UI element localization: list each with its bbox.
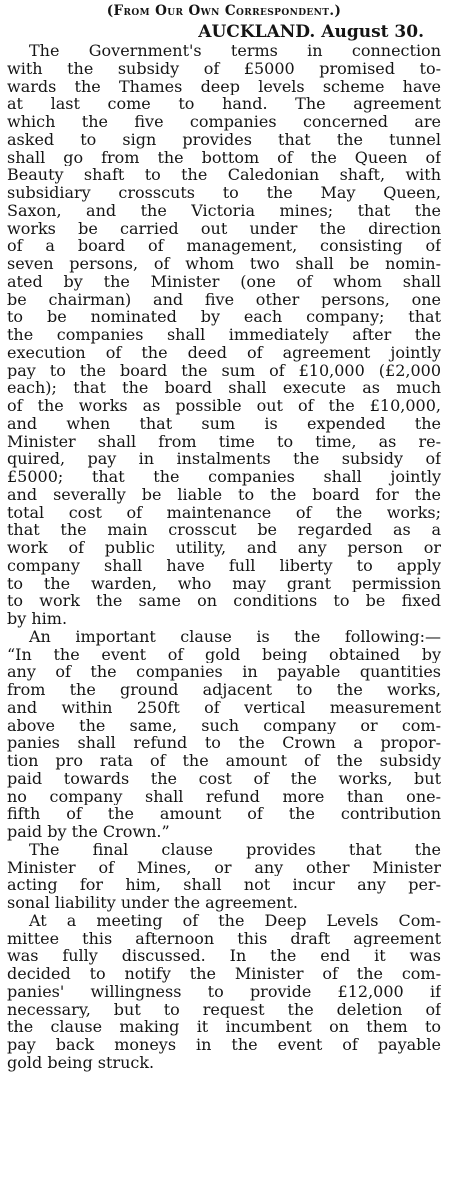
text-line: each); that the board shall execute as much (7, 379, 441, 397)
text-line: was fully discussed. In the end it was (7, 947, 441, 965)
text-line: panies shall refund to the Crown a propor- (7, 734, 441, 752)
text-line: pay back moneys in the event of payable (7, 1036, 441, 1054)
text-line: to be nominated by each company; that (7, 308, 441, 326)
text-line: no company shall refund more than one- (7, 787, 441, 806)
text-line: by him. (7, 610, 68, 628)
text-line: above the same, such company or com- (7, 716, 441, 735)
paragraph (7, 42, 441, 628)
text-line: and within 250ft of vertical measurement (7, 698, 441, 717)
text-line: seven persons, of whom two shall be nomin- (7, 255, 441, 273)
text-line: Saxon, and the Victoria mines; that the (7, 201, 441, 220)
text-line: the clause making it incumbent on them to (7, 1018, 441, 1036)
text-line: Minister of Mines, or any other Minister (7, 858, 441, 877)
text-line: An important clause is the following:— (29, 627, 441, 646)
text-line: paid towards the cost of the works, but (7, 769, 441, 788)
text-line: The final clause provides that the (29, 840, 441, 859)
text-line: execution of the deed of agreement jointly (7, 343, 441, 362)
text-line: tion pro rata of the amount of the subsidy (7, 752, 441, 770)
text-line: any of the companies in payable quantities (7, 663, 441, 681)
text-line: shall go from the bottom of the Queen of (7, 148, 441, 167)
text-line: to work the same on conditions to be fixed (7, 592, 441, 610)
text-line: Minister shall from time to time, as re- (7, 432, 441, 451)
text-line: from the ground adjacent to the works, (7, 681, 441, 699)
text-line: acting for him, shall not incur any per- (7, 876, 441, 894)
text-line: ated by the Minister (one of whom shall (7, 272, 441, 291)
text-line: works be carried out under the direction (7, 219, 441, 238)
text-line: The Government's terms in connection (29, 42, 441, 60)
text-line: necessary, but to request the deletion of (7, 1000, 441, 1019)
text-line: quired, pay in instalments the subsidy of (7, 450, 441, 468)
text-line: £5000; that the companies shall jointly (7, 468, 441, 486)
text-line: subsidiary crosscuts to the May Queen, (7, 184, 441, 202)
text-line: and severally be liable to the board for the (7, 485, 441, 504)
text-line: company shall have full liberty to apply (7, 556, 441, 575)
text-line: At a meeting of the Deep Levels Com- (29, 911, 441, 930)
text-line: sonal liability under the agreement. (7, 894, 298, 912)
byline: (From Our Own Correspondent.) (106, 3, 342, 19)
text-line: panies' willingness to provide £12,000 if (7, 982, 441, 1001)
text-line: Beauty shaft to the Caledonian shaft, with (7, 166, 441, 184)
text-line: wards the Thames deep levels scheme have (7, 77, 441, 96)
text-line: total cost of maintenance of the works; (7, 503, 441, 522)
text-line: with the subsidy of £5000 promised to- (7, 59, 441, 78)
text-line: that the main crosscut be regarded as a (7, 521, 441, 539)
paragraph (7, 628, 441, 841)
dateline: AUCKLAND. August 30. (198, 22, 424, 42)
text-line: work of public utility, and any person or (7, 539, 441, 557)
text-line: the companies shall immediately after the (7, 326, 441, 344)
text-line: of a board of management, consisting of (7, 237, 441, 255)
text-line: “In the event of gold being obtained by (7, 645, 441, 664)
text-line: be chairman) and five other persons, one (7, 290, 441, 309)
paragraph (7, 841, 441, 912)
text-line: of the works as possible out of the £10,000, (7, 397, 441, 415)
text-line: paid by the Crown.” (7, 823, 170, 841)
text-line: and when that sum is expended the (7, 414, 441, 433)
text-line: to the warden, who may grant permission (7, 574, 441, 593)
text-line: gold being struck. (7, 1053, 155, 1072)
text-line: fifth of the amount of the contribution (7, 805, 441, 823)
text-line: decided to notify the Minister of the com- (7, 965, 441, 983)
text-line: asked to sign provides that the tunnel (7, 130, 441, 149)
text-line: mittee this afternoon this draft agreement (7, 929, 441, 948)
paragraph (7, 912, 441, 1072)
text-line: pay to the board the sum of £10,000 (£2,000 (7, 361, 441, 380)
article-body (7, 42, 441, 1072)
text-line: at last come to hand. The agreement (7, 95, 441, 113)
text-line: which the five companies concerned are (7, 113, 441, 131)
